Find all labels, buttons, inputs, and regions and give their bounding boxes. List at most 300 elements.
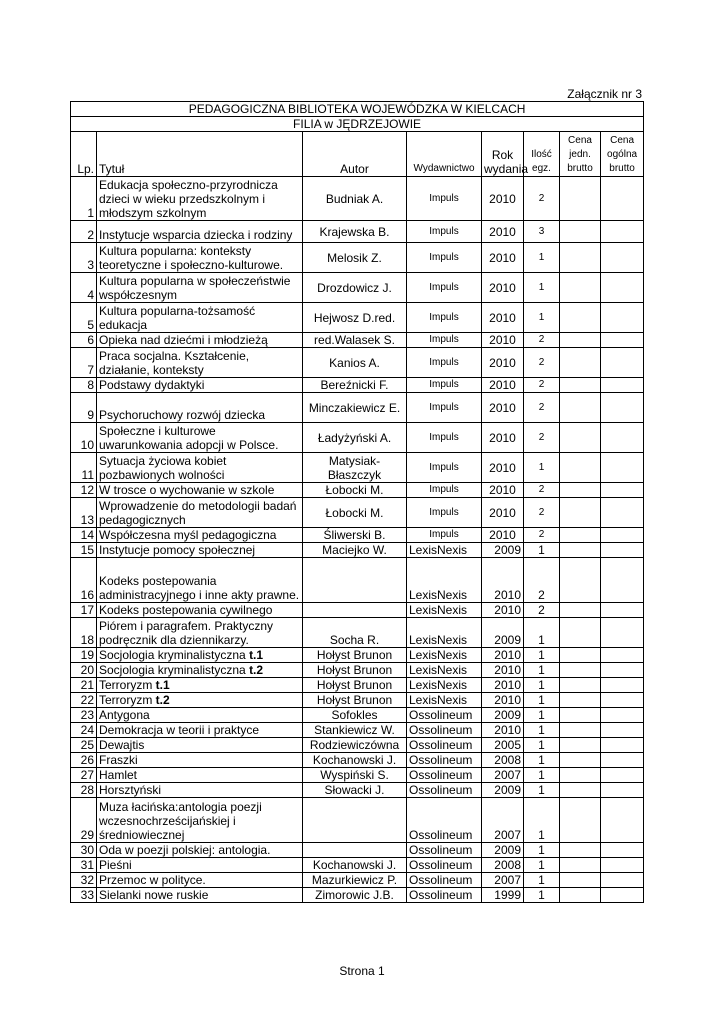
row-unit-price xyxy=(560,708,601,723)
row-title: Społeczne i kulturowe uwarunkowania adopcji w Polsce. xyxy=(97,423,303,453)
row-publisher: Ossolineum xyxy=(407,888,482,903)
row-author: Słowacki J. xyxy=(303,783,407,798)
table-row xyxy=(71,348,644,378)
row-title: Opieka nad dziećmi i młodzieżą xyxy=(97,333,303,348)
table-row xyxy=(71,483,644,498)
row-qty: 1 xyxy=(524,738,560,753)
row-qty: 1 xyxy=(524,723,560,738)
row-title: Socjologia kryminalistyczna t.2 xyxy=(97,663,303,678)
row-author: Kochanowski J. xyxy=(303,858,407,873)
row-author: Maciejko W. xyxy=(303,543,407,558)
table-row xyxy=(71,333,644,348)
row-unit-price xyxy=(560,558,601,603)
row-year: 2009 xyxy=(482,783,524,798)
row-title: Kultura popularna: konteksty teoretyczne i społeczno-kulturowe. xyxy=(97,243,303,273)
table-row xyxy=(71,783,644,798)
row-publisher: Ossolineum xyxy=(407,873,482,888)
row-unit-price xyxy=(560,333,601,348)
row-number: 12 xyxy=(71,483,97,498)
row-total-price xyxy=(601,663,644,678)
row-year: 2007 xyxy=(482,873,524,888)
row-author: Sofokles xyxy=(303,708,407,723)
row-author: Melosik Z. xyxy=(303,243,407,273)
row-year: 2008 xyxy=(482,858,524,873)
row-year: 2010 xyxy=(482,303,524,333)
table-row xyxy=(71,498,644,528)
row-year: 2010 xyxy=(482,393,524,423)
row-author: Hołyst Brunon xyxy=(303,648,407,663)
row-author xyxy=(303,798,407,843)
row-unit-price xyxy=(560,393,601,423)
book-list-table xyxy=(70,101,644,903)
row-title: Edukacja społeczno-przyrodnicza dzieci w wieku przedszkolnym i młodszym szkolnym xyxy=(97,177,303,221)
row-year: 2009 xyxy=(482,708,524,723)
row-number: 24 xyxy=(71,723,97,738)
row-number: 27 xyxy=(71,768,97,783)
col-header-year: Rok wydania xyxy=(482,132,524,177)
row-publisher: Impuls xyxy=(407,177,482,221)
table-row xyxy=(71,558,644,603)
row-unit-price xyxy=(560,483,601,498)
row-qty: 2 xyxy=(524,603,560,618)
row-title: Przemoc w polityce. xyxy=(97,873,303,888)
row-unit-price xyxy=(560,753,601,768)
row-publisher: Impuls xyxy=(407,453,482,483)
table-row xyxy=(71,221,644,243)
table-row xyxy=(71,723,644,738)
row-total-price xyxy=(601,843,644,858)
row-number: 19 xyxy=(71,648,97,663)
row-total-price xyxy=(601,543,644,558)
row-publisher: Ossolineum xyxy=(407,798,482,843)
table-row xyxy=(71,453,644,483)
row-publisher: Impuls xyxy=(407,243,482,273)
row-publisher: Ossolineum xyxy=(407,753,482,768)
table-row xyxy=(71,798,644,843)
row-publisher: LexisNexis xyxy=(407,618,482,648)
row-qty: 1 xyxy=(524,453,560,483)
row-unit-price xyxy=(560,648,601,663)
row-number: 28 xyxy=(71,783,97,798)
row-title: Terroryzm t.1 xyxy=(97,678,303,693)
table-row xyxy=(71,858,644,873)
row-number: 6 xyxy=(71,333,97,348)
row-unit-price xyxy=(560,858,601,873)
row-number: 31 xyxy=(71,858,97,873)
col-header-qty: Ilość egz. xyxy=(524,132,560,177)
row-unit-price xyxy=(560,888,601,903)
row-unit-price xyxy=(560,543,601,558)
row-year: 2008 xyxy=(482,753,524,768)
row-year: 2010 xyxy=(482,333,524,348)
row-qty: 2 xyxy=(524,393,560,423)
row-number: 26 xyxy=(71,753,97,768)
row-number: 18 xyxy=(71,618,97,648)
row-qty: 1 xyxy=(524,858,560,873)
row-qty: 1 xyxy=(524,618,560,648)
row-title: Terroryzm t.2 xyxy=(97,693,303,708)
row-qty: 2 xyxy=(524,423,560,453)
row-number: 8 xyxy=(71,378,97,393)
col-header-lp: Lp. xyxy=(71,132,97,177)
row-publisher: Impuls xyxy=(407,303,482,333)
row-qty: 1 xyxy=(524,783,560,798)
row-number: 21 xyxy=(71,678,97,693)
row-publisher: Ossolineum xyxy=(407,858,482,873)
row-title: Kultura popularna-tożsamość edukacja xyxy=(97,303,303,333)
table-row xyxy=(71,663,644,678)
row-publisher: Impuls xyxy=(407,423,482,453)
row-qty: 1 xyxy=(524,678,560,693)
row-title: W trosce o wychowanie w szkole xyxy=(97,483,303,498)
row-number: 7 xyxy=(71,348,97,378)
row-total-price xyxy=(601,221,644,243)
row-author: red.Walasek S. xyxy=(303,333,407,348)
row-unit-price xyxy=(560,221,601,243)
col-header-author: Autor xyxy=(303,132,407,177)
row-author: Drozdowicz J. xyxy=(303,273,407,303)
attachment-label: Załącznik nr 3 xyxy=(567,87,642,101)
table-row xyxy=(71,177,644,221)
col-header-unit-price: Cena jedn. brutto xyxy=(560,132,601,177)
table-row xyxy=(71,423,644,453)
row-publisher: Impuls xyxy=(407,221,482,243)
row-unit-price xyxy=(560,783,601,798)
row-title: Demokracja w teorii i praktyce xyxy=(97,723,303,738)
row-author: Zimorowic J.B. xyxy=(303,888,407,903)
row-total-price xyxy=(601,693,644,708)
row-unit-price xyxy=(560,723,601,738)
row-author: Minczakiewicz E. xyxy=(303,393,407,423)
table-row xyxy=(71,753,644,768)
row-year: 2010 xyxy=(482,378,524,393)
row-author: Ładyżyński A. xyxy=(303,423,407,453)
row-total-price xyxy=(601,858,644,873)
row-author: Łobocki M. xyxy=(303,483,407,498)
row-year: 2010 xyxy=(482,603,524,618)
row-unit-price xyxy=(560,738,601,753)
row-total-price xyxy=(601,798,644,843)
row-number: 29 xyxy=(71,798,97,843)
row-title: Pieśni xyxy=(97,858,303,873)
row-title: Horsztyński xyxy=(97,783,303,798)
row-total-price xyxy=(601,723,644,738)
row-total-price xyxy=(601,783,644,798)
row-author: Hejwosz D.red. xyxy=(303,303,407,333)
row-number: 16 xyxy=(71,558,97,603)
row-total-price xyxy=(601,483,644,498)
row-unit-price xyxy=(560,303,601,333)
row-publisher: Impuls xyxy=(407,483,482,498)
row-total-price xyxy=(601,618,644,648)
row-number: 30 xyxy=(71,843,97,858)
row-publisher: Impuls xyxy=(407,378,482,393)
table-row xyxy=(71,738,644,753)
column-header-row xyxy=(71,132,644,177)
row-author: Śliwerski B. xyxy=(303,528,407,543)
row-author xyxy=(303,843,407,858)
row-qty: 3 xyxy=(524,221,560,243)
row-author xyxy=(303,558,407,603)
row-number: 9 xyxy=(71,393,97,423)
row-author: Hołyst Brunon xyxy=(303,663,407,678)
table-row xyxy=(71,603,644,618)
row-total-price xyxy=(601,303,644,333)
row-author: Hołyst Brunon xyxy=(303,693,407,708)
row-number: 13 xyxy=(71,498,97,528)
row-year: 2009 xyxy=(482,618,524,648)
row-year: 2010 xyxy=(482,177,524,221)
row-total-price xyxy=(601,378,644,393)
row-publisher: Impuls xyxy=(407,333,482,348)
row-number: 23 xyxy=(71,708,97,723)
row-number: 20 xyxy=(71,663,97,678)
library-title: PEDAGOGICZNA BIBLIOTEKA WOJEWÓDZKA W KIELCACH xyxy=(71,102,644,117)
table-row xyxy=(71,768,644,783)
row-total-price xyxy=(601,873,644,888)
row-unit-price xyxy=(560,693,601,708)
row-year: 2010 xyxy=(482,678,524,693)
row-total-price xyxy=(601,768,644,783)
row-title: Fraszki xyxy=(97,753,303,768)
row-author: Stankiewicz W. xyxy=(303,723,407,738)
row-year: 2010 xyxy=(482,663,524,678)
row-unit-price xyxy=(560,423,601,453)
row-year: 2005 xyxy=(482,738,524,753)
row-author: Mazurkiewicz P. xyxy=(303,873,407,888)
row-publisher: Impuls xyxy=(407,273,482,303)
row-qty: 1 xyxy=(524,273,560,303)
row-total-price xyxy=(601,528,644,543)
row-year: 2010 xyxy=(482,528,524,543)
row-title: Współczesna myśl pedagogiczna xyxy=(97,528,303,543)
row-number: 3 xyxy=(71,243,97,273)
row-year: 2010 xyxy=(482,348,524,378)
row-unit-price xyxy=(560,798,601,843)
row-title: Kodeks postepowania administracyjnego i inne akty prawne. xyxy=(97,558,303,603)
table-row xyxy=(71,378,644,393)
row-author: Bereźnicki F. xyxy=(303,378,407,393)
row-unit-price xyxy=(560,603,601,618)
row-number: 33 xyxy=(71,888,97,903)
table-row xyxy=(71,843,644,858)
row-unit-price xyxy=(560,378,601,393)
row-unit-price xyxy=(560,618,601,648)
row-qty: 1 xyxy=(524,648,560,663)
row-author: Budniak A. xyxy=(303,177,407,221)
table-row xyxy=(71,393,644,423)
row-unit-price xyxy=(560,243,601,273)
row-title: Dewajtis xyxy=(97,738,303,753)
row-qty: 1 xyxy=(524,843,560,858)
row-year: 1999 xyxy=(482,888,524,903)
row-publisher: LexisNexis xyxy=(407,543,482,558)
row-publisher: LexisNexis xyxy=(407,648,482,663)
row-total-price xyxy=(601,708,644,723)
row-publisher: LexisNexis xyxy=(407,663,482,678)
row-total-price xyxy=(601,753,644,768)
row-title: Muza łacińska:antologia poezji wczesnochrześcijańskiej i średniowiecznej xyxy=(97,798,303,843)
row-qty: 2 xyxy=(524,483,560,498)
row-year: 2010 xyxy=(482,498,524,528)
row-title: Psychoruchowy rozwój dziecka xyxy=(97,393,303,423)
row-title: Hamlet xyxy=(97,768,303,783)
row-number: 10 xyxy=(71,423,97,453)
row-author: Hołyst Brunon xyxy=(303,678,407,693)
row-title: Oda w poezji polskiej: antologia. xyxy=(97,843,303,858)
row-publisher: Impuls xyxy=(407,528,482,543)
row-author: Łobocki M. xyxy=(303,498,407,528)
row-title: Piórem i paragrafem. Praktyczny podręcznik dla dziennikarzy. xyxy=(97,618,303,648)
row-publisher: Ossolineum xyxy=(407,738,482,753)
row-number: 32 xyxy=(71,873,97,888)
row-year: 2007 xyxy=(482,798,524,843)
row-number: 5 xyxy=(71,303,97,333)
table-row xyxy=(71,528,644,543)
row-total-price xyxy=(601,603,644,618)
row-qty: 1 xyxy=(524,753,560,768)
table-row xyxy=(71,708,644,723)
row-title: Socjologia kryminalistyczna t.1 xyxy=(97,648,303,663)
row-unit-price xyxy=(560,663,601,678)
row-qty: 2 xyxy=(524,348,560,378)
row-total-price xyxy=(601,393,644,423)
row-number: 2 xyxy=(71,221,97,243)
row-publisher: Ossolineum xyxy=(407,768,482,783)
row-qty: 1 xyxy=(524,888,560,903)
row-year: 2009 xyxy=(482,843,524,858)
row-author: Matysiak-Błaszczyk xyxy=(303,453,407,483)
row-total-price xyxy=(601,177,644,221)
row-author: Socha R. xyxy=(303,618,407,648)
row-unit-price xyxy=(560,528,601,543)
row-number: 1 xyxy=(71,177,97,221)
row-year: 2010 xyxy=(482,221,524,243)
row-qty: 1 xyxy=(524,798,560,843)
row-author: Wyspiński S. xyxy=(303,768,407,783)
row-qty: 2 xyxy=(524,177,560,221)
row-number: 11 xyxy=(71,453,97,483)
row-title: Kultura popularna w społeczeństwie współczesnym xyxy=(97,273,303,303)
row-unit-price xyxy=(560,348,601,378)
row-publisher: LexisNexis xyxy=(407,693,482,708)
row-year: 2010 xyxy=(482,723,524,738)
row-publisher: LexisNexis xyxy=(407,603,482,618)
row-total-price xyxy=(601,888,644,903)
row-total-price xyxy=(601,423,644,453)
row-total-price xyxy=(601,453,644,483)
row-publisher: LexisNexis xyxy=(407,558,482,603)
row-qty: 1 xyxy=(524,243,560,273)
row-author: Kochanowski J. xyxy=(303,753,407,768)
row-year: 2010 xyxy=(482,243,524,273)
page-footer: Strona 1 xyxy=(339,964,385,978)
row-qty: 1 xyxy=(524,663,560,678)
row-year: 2010 xyxy=(482,273,524,303)
row-publisher: Impuls xyxy=(407,393,482,423)
row-title: Sytuacja życiowa kobiet pozbawionych wolności xyxy=(97,453,303,483)
row-unit-price xyxy=(560,273,601,303)
row-author xyxy=(303,603,407,618)
row-unit-price xyxy=(560,453,601,483)
row-publisher: Ossolineum xyxy=(407,783,482,798)
row-publisher: LexisNexis xyxy=(407,678,482,693)
row-publisher: Ossolineum xyxy=(407,708,482,723)
row-total-price xyxy=(601,243,644,273)
row-unit-price xyxy=(560,498,601,528)
row-qty: 1 xyxy=(524,543,560,558)
table-row xyxy=(71,618,644,648)
row-title: Instytucje pomocy społecznej xyxy=(97,543,303,558)
row-publisher: Ossolineum xyxy=(407,843,482,858)
row-author: Krajewska B. xyxy=(303,221,407,243)
table-row xyxy=(71,693,644,708)
table-row xyxy=(71,273,644,303)
row-total-price xyxy=(601,678,644,693)
row-number: 15 xyxy=(71,543,97,558)
row-qty: 2 xyxy=(524,558,560,603)
row-publisher: Ossolineum xyxy=(407,723,482,738)
row-total-price xyxy=(601,273,644,303)
row-qty: 1 xyxy=(524,693,560,708)
row-year: 2010 xyxy=(482,423,524,453)
table-row xyxy=(71,243,644,273)
row-unit-price xyxy=(560,873,601,888)
row-title: Wprowadzenie do metodologii badań pedagogicznych xyxy=(97,498,303,528)
row-qty: 1 xyxy=(524,708,560,723)
col-header-title: Tytuł xyxy=(97,132,303,177)
row-unit-price xyxy=(560,768,601,783)
branch-subtitle: FILIA w JĘDRZEJOWIE xyxy=(71,117,644,132)
row-total-price xyxy=(601,348,644,378)
row-number: 17 xyxy=(71,603,97,618)
table-row xyxy=(71,303,644,333)
table-row xyxy=(71,543,644,558)
row-year: 2010 xyxy=(482,648,524,663)
row-year: 2010 xyxy=(482,693,524,708)
row-total-price xyxy=(601,738,644,753)
row-total-price xyxy=(601,498,644,528)
row-title: Sielanki nowe ruskie xyxy=(97,888,303,903)
table-row xyxy=(71,678,644,693)
row-qty: 2 xyxy=(524,333,560,348)
row-publisher: Impuls xyxy=(407,498,482,528)
row-unit-price xyxy=(560,177,601,221)
table-row xyxy=(71,873,644,888)
row-qty: 2 xyxy=(524,498,560,528)
row-total-price xyxy=(601,558,644,603)
row-year: 2009 xyxy=(482,543,524,558)
row-number: 14 xyxy=(71,528,97,543)
row-year: 2010 xyxy=(482,453,524,483)
row-qty: 1 xyxy=(524,303,560,333)
row-qty: 2 xyxy=(524,528,560,543)
table-row xyxy=(71,648,644,663)
row-publisher: Impuls xyxy=(407,348,482,378)
row-number: 25 xyxy=(71,738,97,753)
row-number: 22 xyxy=(71,693,97,708)
row-author: Kanios A. xyxy=(303,348,407,378)
row-qty: 2 xyxy=(524,378,560,393)
row-year: 2010 xyxy=(482,483,524,498)
row-total-price xyxy=(601,333,644,348)
row-year: 2007 xyxy=(482,768,524,783)
row-year: 2010 xyxy=(482,558,524,603)
col-header-publisher: Wydawnictwo xyxy=(407,132,482,177)
row-title: Kodeks postepowania cywilnego xyxy=(97,603,303,618)
row-qty: 1 xyxy=(524,873,560,888)
row-number: 4 xyxy=(71,273,97,303)
